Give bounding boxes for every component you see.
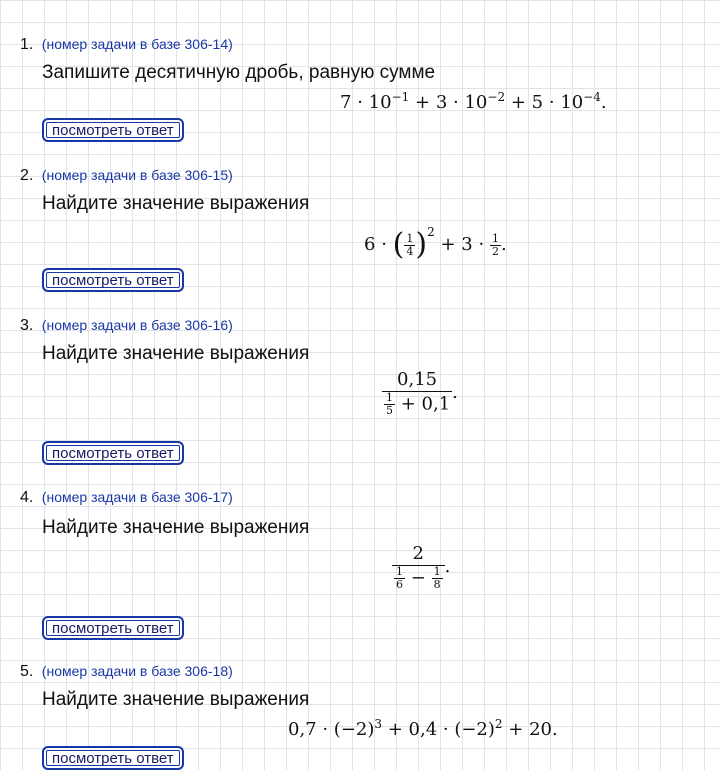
show-answer-button[interactable]: посмотреть ответ (42, 746, 184, 770)
expr-term: 10 (560, 92, 584, 113)
problem-number: 4. (20, 489, 34, 506)
expr-term: 5 (531, 92, 544, 113)
problem-number: 5. (20, 663, 34, 680)
expr-op: + (510, 92, 526, 113)
expr-op: + (415, 92, 431, 113)
problem-number: 1. (20, 36, 34, 53)
expr-term: 3 (435, 92, 448, 113)
expr-paren: ( (392, 227, 405, 262)
expr-op: · (381, 234, 387, 255)
expr-term: 7 (340, 92, 352, 113)
problem-number: 3. (20, 317, 34, 334)
expr-end: . (452, 382, 458, 403)
problem-expression (364, 225, 507, 260)
expr-term: 10 (368, 92, 392, 113)
expr-op: · (453, 92, 459, 113)
expr-paren: ) (415, 227, 428, 262)
expr-op: · (548, 92, 555, 113)
problem-header (20, 663, 233, 681)
show-answer-button[interactable]: посмотреть ответ (42, 616, 184, 640)
problem-prompt: Найдите значение выражения (42, 343, 310, 364)
expr-power: 2 (494, 717, 503, 731)
expr-power: 2 (427, 225, 435, 239)
problem-expression (392, 543, 450, 591)
problem-prompt: Запишите десятичную дробь, равную сумме (42, 62, 436, 83)
expr-power: −2 (487, 90, 506, 104)
expr-power: −4 (583, 90, 601, 104)
expr-end: . (500, 234, 507, 255)
show-answer-button[interactable]: посмотреть ответ (42, 118, 184, 142)
problem-code-link[interactable]: (номер задачи в базе 306-14) (41, 36, 233, 52)
expr-term: + 20. (502, 719, 558, 740)
expr-end: . (444, 556, 451, 577)
problem-expression (382, 369, 458, 417)
problem-code-link[interactable]: (номер задачи в базе 306-15) (41, 167, 233, 183)
expr-op: + (440, 234, 456, 255)
expr-fraction: $\frac{1}{2}$ (491, 231, 499, 258)
expr-fraction: $\frac{1}{8}$ (433, 565, 441, 591)
problem-prompt: Найдите значение выражения (42, 517, 310, 538)
expr-term: 0,7 · (−2) (288, 719, 375, 740)
expr-power: −1 (391, 90, 410, 104)
show-answer-button[interactable]: посмотреть ответ (42, 441, 184, 465)
problem-number: 2. (20, 167, 34, 184)
problem-header (20, 317, 233, 335)
problem-code-link[interactable]: (номер задачи в базе 306-18) (41, 663, 233, 679)
expr-term: 3 (461, 234, 473, 255)
expr-fraction: $\frac{1}{6}$ (396, 565, 403, 591)
expr-fraction: 2 $\frac{1}{6}$ − $\frac{1}{8}$ (392, 543, 445, 591)
problem-prompt: Найдите значение выражения (42, 689, 310, 710)
expr-power: 3 (374, 717, 383, 731)
problem-expression (340, 90, 607, 113)
expr-op: · (478, 234, 485, 255)
expr-term: 10 (464, 92, 488, 113)
problem-expression (288, 717, 558, 740)
show-answer-button[interactable]: посмотреть ответ (42, 268, 184, 292)
expr-fraction: $\frac{1}{5}$ (386, 391, 393, 417)
problem-header (20, 167, 233, 185)
expr-end: . (600, 92, 607, 113)
expr-term: + 0,4 · (−2) (382, 719, 495, 740)
expr-fraction: $\frac{1}{4}$ (406, 231, 414, 258)
problem-code-link[interactable]: (номер задачи в базе 306-16) (41, 317, 233, 333)
problem-header (20, 489, 233, 507)
problem-header (20, 36, 233, 54)
expr-term: 6 (364, 234, 376, 255)
problem-prompt: Найдите значение выражения (42, 193, 310, 214)
problem-code-link[interactable]: (номер задачи в базе 306-17) (41, 489, 233, 505)
expr-op: · (357, 92, 363, 113)
expr-fraction: 0,15 $\frac{1}{5}$ + 0,1 (382, 369, 452, 417)
